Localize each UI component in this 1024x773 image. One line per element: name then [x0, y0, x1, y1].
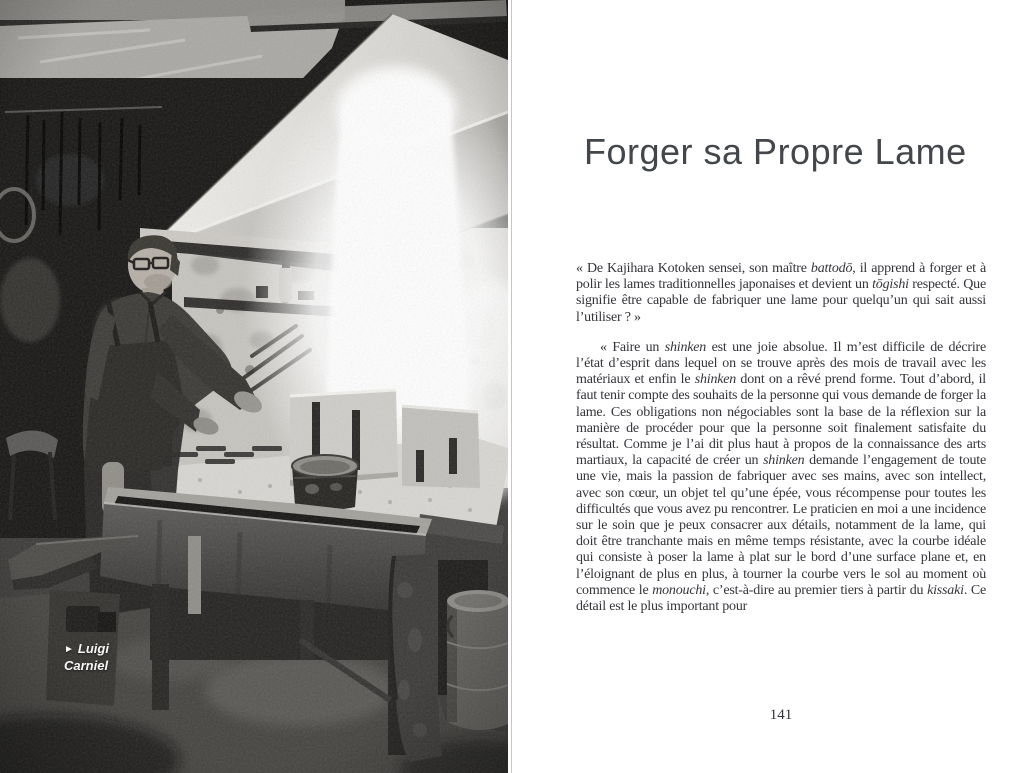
caption-name-last: Carniel: [64, 658, 109, 673]
paragraph: « De Kajihara Kotoken sensei, son maître battodō, il apprend à forger et à polir les lames traditionnelles japonaises et devient un tōgishi respecté. Que signifie être capable de fabriquer une lame pour quelqu’un qui sait aussi l’utiliser ? »: [576, 261, 987, 325]
forge-photo: [0, 0, 508, 773]
caption-name-first: Luigi: [77, 641, 109, 656]
photo-caption: [64, 641, 144, 674]
chapter-title: Forger sa Propre Lame: [584, 131, 967, 172]
body-paragraphs: [576, 261, 986, 629]
paragraph: « Faire un shinken est une joie absolue. Il m’est difficile de décrire l’état d’esprit dans lequel on se trouve après des mois de travail avec les matériaux et enfin le shinken dont on a rêvé prend forme. Tout d’abord, il faut tenir compte des souhaits de la personne qui vous demande de forger la lame. Ces obligations non négociables sont la base de la réflexion sur la manière de procéder pour que la personne soit finalement satisfaite du résultat. Comme je l’ai dit plus haut à propos de la connaissance des arts martiaux, la capacité de créer un shinken demande l’engagement de toute une vie, mais la passion de fabriquer avec ses mains, avec son intellect, avec son cœur, un objet tel qu’une épée, vous récompense pour toutes les difficultés que vous avez pu rencontrer. Le praticien en moi a une incidence sur le soin que je peux consacrer aux détails, notamment de la lame, qui doit être tranchante mais en même temps résistante, avec la courbe idéale qui consiste à poser la lame à plat sur le bord d’une surface plane et, en l’éloignant de plus en plus, à tourner la courbe vers le sol au moment où commence le monouchi, c’est-à-dire au premier tiers à partir du kissaki. Ce détail est le plus important pour: [576, 339, 986, 615]
caption-arrow-icon: ►: [64, 644, 74, 655]
page-number: 141: [769, 707, 793, 723]
book-page: [512, 0, 1024, 773]
caption-line-1: [64, 641, 109, 656]
